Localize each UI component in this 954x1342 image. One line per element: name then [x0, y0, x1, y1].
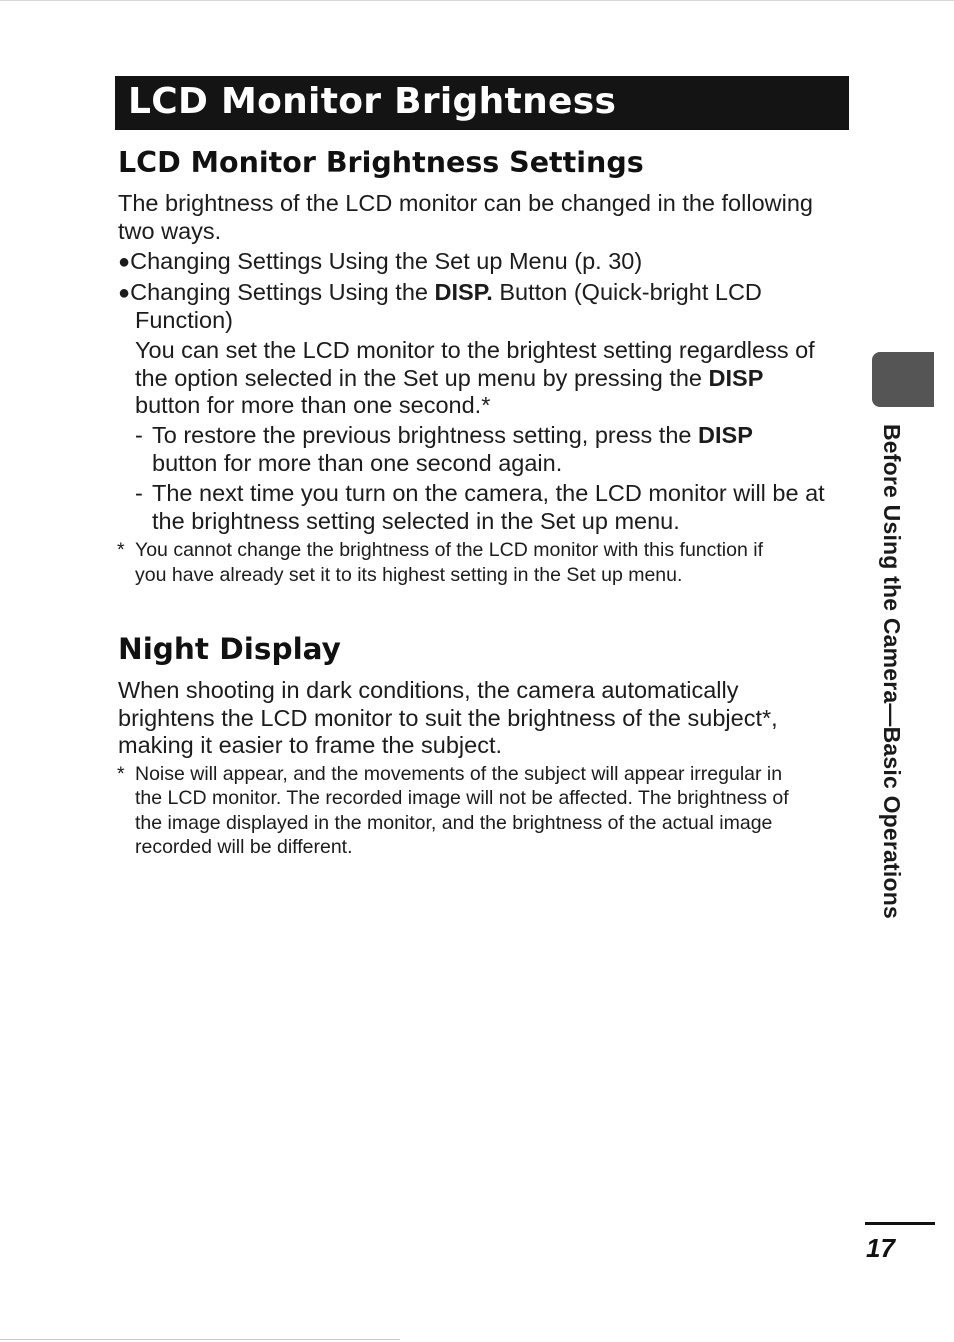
bullet-icon: ● [118, 251, 131, 273]
dash-text: To restore the previous brightness setting, press the [152, 422, 699, 448]
footnote-star: * [117, 539, 125, 561]
bullet-text-post: Button (Quick-bright LCD [492, 279, 762, 305]
footnote-star: * [117, 763, 125, 785]
bottom-edge-rule [0, 1339, 400, 1340]
night-note-line-2: the LCD monitor. The recorded image will not be affected. The brightness of [135, 787, 789, 809]
night-display-heading: Night Display [118, 632, 341, 666]
chapter-tab-label: Before Using the Camera—Basic Operations [879, 424, 905, 919]
para-line-2 [135, 364, 763, 392]
night-line-3: making it easier to frame the subject. [118, 732, 503, 758]
footnote-line-2: you have already set it to its highest setting in the Set up menu. [135, 564, 683, 586]
page-number: 17 [866, 1233, 895, 1263]
dash-item-2-line-2: the brightness setting selected in the Set up menu. [152, 508, 680, 534]
dash-marker: - [135, 480, 143, 506]
dash-item-1-line-1 [152, 421, 753, 449]
bullet-text-pre: Changing Settings Using the [130, 279, 435, 305]
bullet-item-disp-button [118, 278, 762, 308]
chapter-tab-marker [872, 352, 934, 407]
bullet-icon: ● [118, 282, 131, 304]
disp-button-label: DISP. [434, 279, 493, 305]
intro-line-1: The brightness of the LCD monitor can be changed in the following [118, 190, 813, 216]
top-edge-rule [0, 0, 954, 1]
bullet-item-setup-menu [118, 247, 642, 277]
night-line-2: brightens the LCD monitor to suit the brightness of the subject*, [118, 705, 778, 731]
dash-item-1-line-2: button for more than one second again. [152, 450, 563, 476]
para-line-3: button for more than one second.* [135, 392, 491, 418]
section-banner [115, 76, 849, 130]
bullet-item-continuation: Function) [135, 307, 233, 333]
night-note-line-1: Noise will appear, and the movements of the subject will appear irregular in [135, 763, 783, 785]
intro-line-2: two ways. [118, 218, 222, 244]
banner-title: LCD Monitor Brightness [128, 81, 617, 122]
disp-label: DISP [708, 365, 764, 391]
disp-label: DISP [698, 422, 753, 448]
night-note-line-4: recorded will be different. [135, 836, 353, 858]
bullet-text: Changing Settings Using the Set up Menu (p. 30) [130, 248, 643, 274]
dash-item-2-line-1: The next time you turn on the camera, the LCD monitor will be at [152, 480, 825, 506]
page-number-rule [865, 1222, 935, 1225]
night-note-line-3: the image displayed in the monitor, and the brightness of the actual image [135, 812, 773, 834]
night-line-1: When shooting in dark conditions, the camera automatically [118, 677, 739, 703]
footnote-line-1: You cannot change the brightness of the LCD monitor with this function if [135, 539, 763, 561]
settings-heading: LCD Monitor Brightness Settings [118, 146, 644, 179]
para-line-1: You can set the LCD monitor to the brightest setting regardless of [135, 337, 815, 363]
dash-marker: - [135, 422, 143, 448]
para-text: the option selected in the Set up menu by pressing the [135, 365, 709, 391]
